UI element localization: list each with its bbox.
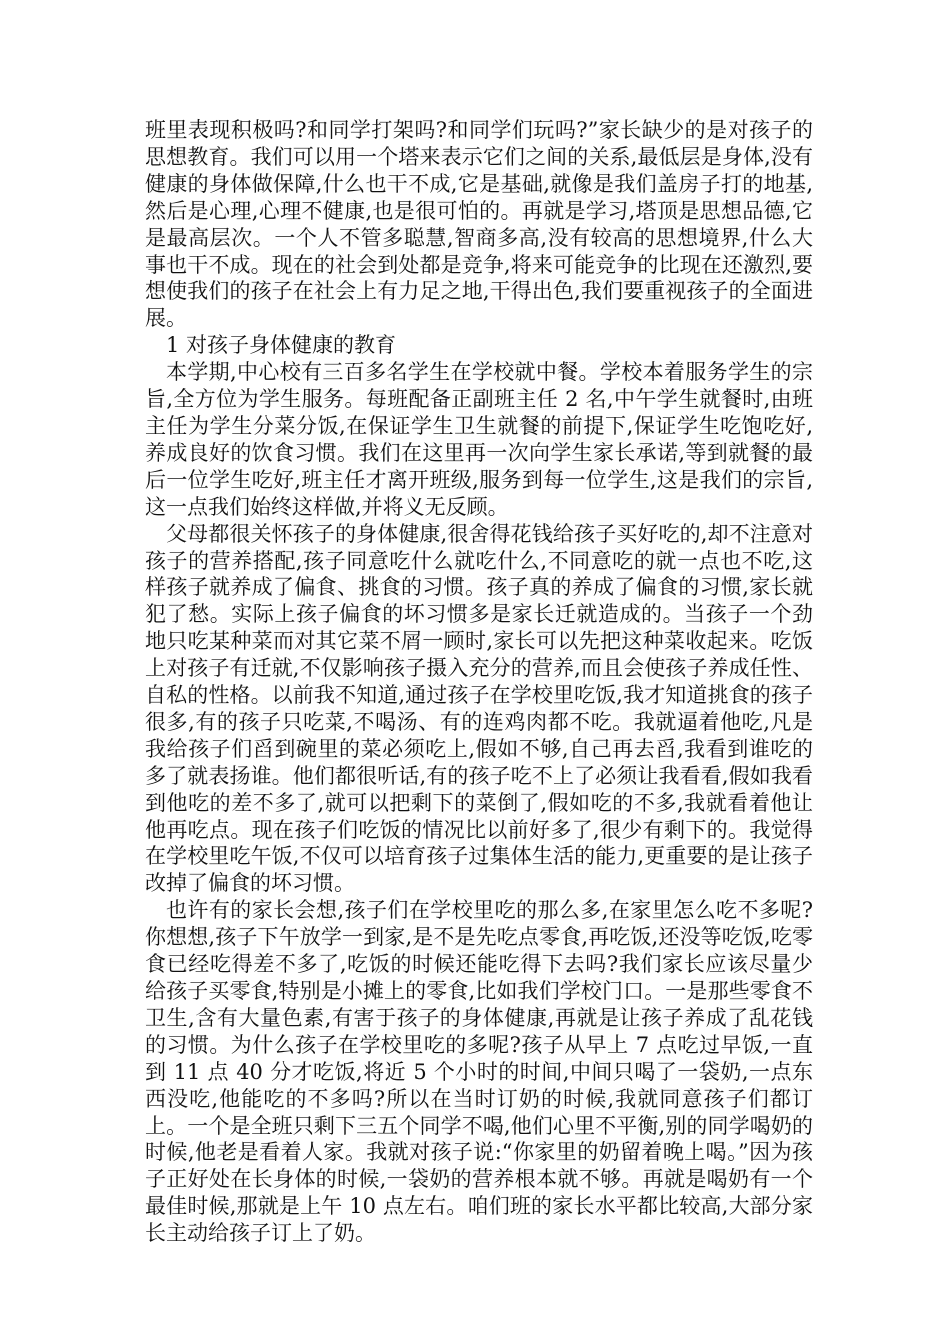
paragraph-snacks-milk: 也许有的家长会想,孩子们在学校里吃的那么多,在家里怎么吃不多呢?你想想,孩子下午放学一到家,是不是先吃点零食,再吃饭,还没等吃饭,吃零食已经吃得差不多了,吃饭的时候还能吃得下去吗?我们家长应该尽量少给孩子买零食,特别是小摊上的零食,比如我们学校门口。一是那些零食不卫生,含有大量色素,有害于孩子的身体健康,再就是让孩子养成了乱花钱的习惯。为什么孩子在学校里吃的多呢?孩子从早上 7 点吃过早饭,一直到 11 点 40 分才吃饭,将近 5 个小时的时间,中间只喝了一袋奶,一点东西没吃,他能吃的不多吗?所以在当时订奶的时候,我就同意孩子们都订上。一个是全班只剩下三五个同学不喝,他们心里不平衡,别的同学喝奶的时候,他老是看着人家。我就对孩子说:“你家里的奶留着晚上喝。”因为孩子正好处在长身体的时候,一袋奶的营养根本就不够。再就是喝奶有一个最佳时候,那就是上午 10 点左右。咱们班的家长水平都比较高,大部分家长主动给孩子订上了奶。 <box>145 898 813 1246</box>
section-heading: 1 对孩子身体健康的教育 <box>166 333 397 358</box>
paragraph-lunch: 本学期,中心校有三百多名学生在学校就中餐。学校本着服务学生的宗旨,全方位为学生服务。每班配备正副班主任 2 名,中午学生就餐时,由班主任为学生分菜分饭,在保证学生卫生就餐的前提下,保证学生吃饱吃好,养成良好的饮食习惯。我们在这里再一次向学生家长承诺,等到就餐的最后一位学生吃好,班主任才离开班级,服务到每一位学生,这是我们的宗旨,这一点我们始终这样做,并将义无反顾。 <box>145 360 813 519</box>
document-page <box>145 117 813 1247</box>
paragraph-intro: 班里表现积极吗?和同学打架吗?和同学们玩吗?”家长缺少的是对孩子的思想教育。我们可以用一个塔来表示它们之间的关系,最低层是身体,没有健康的身体做保障,什么也干不成,它是基础,就像是我们盖房子打的地基,然后是心理,心理不健康,也是很可怕的。再就是学习,塔顶是思想品德,它是最高层次。一个人不管多聪慧,智商多高,没有较高的思想境界,什么大事也干不成。现在的社会到处都是竞争,将来可能竞争的比现在还激烈,要想使我们的孩子在社会上有力足之地,干得出色,我们要重视孩子的全面进展。 <box>145 118 813 331</box>
paragraph-picky-eating: 父母都很关怀孩子的身体健康,很舍得花钱给孩子买好吃的,却不注意对孩子的营养搭配,孩子同意吃什么就吃什么,不同意吃的就一点也不吃,这样孩子就养成了偏食、挑食的习惯。孩子真的养成了偏食的习惯,家长就犯了愁。实际上孩子偏食的坏习惯多是家长迁就造成的。当孩子一个劲地只吃某种菜而对其它菜不屑一顾时,家长可以先把这种菜收起来。吃饭上对孩子有迁就,不仅影响孩子摄入充分的营养,而且会使孩子养成任性、自私的性格。以前我不知道,通过孩子在学校里吃饭,我才知道挑食的孩子很多,有的孩子只吃菜,不喝汤、有的连鸡肉都不吃。我就逼着他吃,凡是我给孩子们舀到碗里的菜必须吃上,假如不够,自己再去舀,我看到谁吃的多了就表扬谁。他们都很听话,有的孩子吃不上了必须让我看看,假如我看到他吃的差不多了,就可以把剩下的菜倒了,假如吃的不多,我就看着他让他再吃点。现在孩子们吃饭的情况比以前好多了,很少有剩下的。我觉得在学校里吃午饭,不仅可以培育孩子过集体生活的能力,更重要的是让孩子改掉了偏食的坏习惯。 <box>145 521 813 896</box>
